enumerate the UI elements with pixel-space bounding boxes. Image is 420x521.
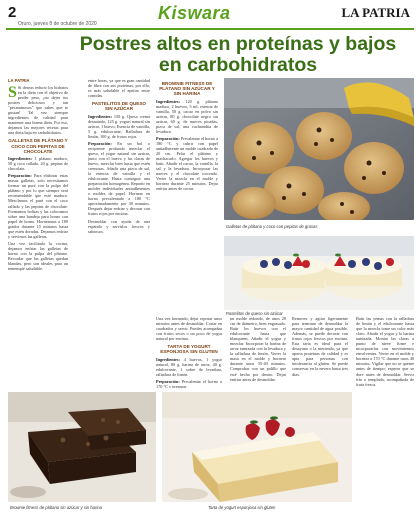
caption-tart: Tarta de yogurt esponjosa sin gluten	[208, 505, 276, 510]
paragraph: Una vez facilitada la cocina, dejamos enfriar las galletas de horno con la pulpa del plátano. Recordar que las galletas quedan blandas, pero son ideales para un tentempié saludable.	[8, 240, 68, 272]
kicker: LA PATRIA	[8, 78, 30, 83]
paragraph: Remover y agitar ligeramente para terminar de desmoldar la mayor cantidad de agua posible. Además, se puede decorar con frutos rojos frescos por encima. Esta tarta es ideal para el desayuno o la merienda, ya que aporta proteínas de calidad y es apta para personas con intolerancia al gluten. Se puede conservar en la nevera hasta tres días.	[292, 316, 348, 377]
paragraph: Una vez horneado, dejar reposar unos minutos antes de desmoldar. Cortar en cuadrados y servir. Puedes acompañar con frutos secos o un poco de yogur natural por encima.	[156, 316, 222, 342]
photo-tart	[162, 392, 352, 502]
paragraph: entre horas, ya que es gran cantidad de fibra con sus proteínas, por ello, es más saludable el apetito entre comidas.	[88, 78, 150, 99]
photo-brownie	[8, 392, 156, 502]
preparation-cheesecake: Preparación: En un bol o recipiente profundo mezclar el queso, el yogur natural sin azúcar, junto con el huevo y las claras de huevo, mezclar bien hasta que estén cremosas. Añadir una pizca de sal, la esencia de vainilla y el edulcorante. Hasta conseguir una preparación homogénea. Repartir en moldes individuales antiadherentes o moldes de papel. Hornear en horno precalentado a 180 °C aproximadamente por 30 minutos. Después dejar enfriar y decorar con frutos rojos por encima.	[88, 140, 150, 217]
tart-image	[162, 392, 352, 502]
recipe-title-cheesecake: PASTELITOS DE QUESO SIN AZÚCAR	[92, 101, 146, 112]
cookies-image	[224, 78, 414, 220]
headline: Postres altos en proteínas y bajos en carbohidratos	[79, 33, 397, 76]
photo-cheesecake	[224, 236, 414, 310]
ingredients-cheesecake: Ingredientes: 150 g. Queso crema desnatado, 125 g. yogurt natural sin azúcar, 1 huevo, Esencia de vainilla, 5 g. edulcorante, Ralladura de limón, 100 g. de frutos rojos.	[88, 113, 150, 139]
ingredients-cookies: Ingredientes: 1 plátano maduro, 50 g coco rallado, 20 g. pepitas de chocolate.	[8, 156, 68, 172]
dateline: Oruro, jueves 8 de octubre de 2020	[18, 21, 97, 27]
preparation-tart: Preparación: Precalentar el horno a 170 °C y preparar	[156, 378, 222, 388]
caption-brownie: Brownie fitness de plátano sin azúcar y sin harina	[10, 505, 102, 510]
preparation-cookies: Preparación: Para elaborar estas masas galletas, solo necesitamos formar un puré con la pulpa del plátano y por lo que siempre será recomendable que esté maduro. Mezclamos el puré con el coco rallado y las pepitas de chocolate. Formamos bolitas y las colocamos sobre una bandeja para horno con papel de horno. Horneamos a 180 grados durante 15 minutos hasta que estén doradas. Dejamos enfriar y servimos las galletas.	[8, 173, 68, 239]
recipe-title-cookies: GALLETAS DE PLÁTANO Y COCO CON PEPITAS DE CHOCOLATE	[8, 138, 68, 154]
paragraph: Batir las yemas con la ralladura de limón y el edulcorante hasta que la mezcla tome un color más claro. Añadir el yogur y la harina tamizada. Montar las claras a punto de nieve firme e incorporarlas con movimientos envolventes. Verter en el molde y hornear a 170 °C durante unos 40 minutos. Vigilar que no se queme antes de tiempo; esperar que se dore antes de desmoldar. Servir fría o templada, acompañada de fruta fresca.	[356, 316, 414, 387]
ingredients-tart: Ingredientes: 4 huevos, 1 yogur natural, 80 g. harina de arroz, 40 g. edulcorante, 1 sobre de levadura, ralladura de limón.	[156, 356, 222, 377]
brownie-image	[8, 392, 156, 502]
column-5	[230, 316, 286, 388]
recipe-title-brownie: BROWNIE FITNESS DE PLÁTANO SIN AZÚCAR Y SIN HARINA	[159, 81, 215, 97]
column-4	[156, 316, 222, 388]
newspaper-name: LA PATRIA	[341, 5, 410, 20]
preparation-brownie: Preparación: Precalentar el horno a 180 °C y cubrir con papel antiadherente un molde cuadrado de 20 cm. Pelar el plátano y machacarlo. Agregar los huevos y batir. Añadir el cacao, la vainilla, la sal y la levadura. Incorporar las nueces y el chocolate troceado. Verter la mezcla en el molde y hornear durante 25 minutos. Dejar enfriar antes de cortar.	[156, 135, 218, 192]
intro-paragraph: S Si deseas reducir los hidratos en la dieta con el objetivo de perder peso, ¡no dejes tus postres deliciosos y tan "pecaminosos" que sabes que te gustan! Tal vez siempre ingredientes de calidad para mantener una buena dieta. Por eso, dejamos las mejores recetas para una dieta baja en carbohidratos.	[8, 84, 68, 136]
page-header	[0, 0, 420, 36]
drop-cap: S	[8, 84, 17, 101]
ingredients-brownie: Ingredientes: 120 g. plátano maduro, 2 huevos, 5 ml. esencia de vainilla, 50 g. cacao en polvo sin azúcar, 80 g. chocolate negro sin azúcar, 60 g. de nueces picadas, pizca de sal, una cucharadita de levadura.	[156, 98, 218, 134]
recipe-title-tart: TARTA DE YOGURT ESPONJOSA SIN GLUTEN	[160, 344, 218, 355]
header-rule	[6, 28, 414, 30]
page-number: 2	[8, 4, 17, 21]
column-6	[292, 316, 348, 388]
section-brand: Kiswara	[158, 3, 231, 23]
cheesecake-image	[224, 236, 414, 310]
caption-cookies: Galletas de plátano y coco con pepitas de grasas	[226, 224, 318, 229]
paragraph: un molde redondo, de unos 20 cm de diámetro, bien engrasado. Batir los huevos con el edulcorante hasta que blanqueen. Añadir el yogur y mezclar. Incorporar la harina de arroz tamizada con la levadura y la ralladura de limón. Verter la masa en el molde y hornear durante unos 35-40 minutos. Comprobar con un palillo que esté hecha por dentro. Dejar enfriar antes de desmoldar.	[230, 316, 286, 382]
column-2	[88, 78, 150, 386]
caption-cheesecake: Pastelitos de queso sin azúcar	[226, 311, 283, 316]
column-3	[156, 78, 218, 302]
paragraph: Desmoldar con ayuda de una espátula y servirlos frescos y sabrosos.	[88, 218, 150, 234]
column-7	[356, 316, 414, 508]
photo-cookies	[224, 78, 414, 220]
